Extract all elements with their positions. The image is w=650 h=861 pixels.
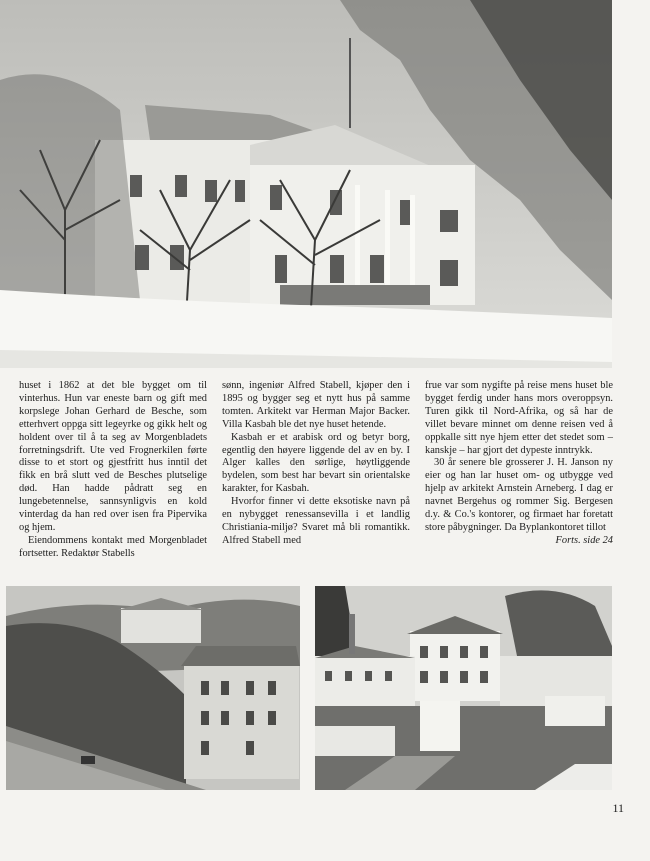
paragraph: 30 år senere ble grosserer J. H. Janson ny eier og han lar huset om- og utbygge ved hjelp av arkitekt Arnstein Arneberg. I dag er navnet Bergehus og rommer Sig. Bergesen d.y. & Co.'s kontorer, og firmaet har foretatt store påbygninger. Da Byplankontoret tillot [425, 457, 613, 533]
paragraph: Hvorfor finner vi dette eksotiske navn på en nybygget renessansevilla i et landlig Christiania-miljø? Svaret må bli romantikk. Alfred Stabell med [222, 496, 410, 546]
page-number: 11 [612, 801, 624, 815]
paragraph: frue var som nygifte på reise mens huset ble bygget ferdig under hans mors overoppsyn. Turen gikk til Nord-Afrika, og så har de villet bevare minnet om denne reisen ved å oppkalle sitt nye hjem etter det stedet som – kanskje – har gjort det dypeste inntrykk. [425, 380, 613, 456]
continuation-note: Forts. side 24 [555, 534, 613, 546]
bergehus-complex-photo [315, 586, 612, 790]
article-column-2 [222, 380, 410, 548]
paragraph: huset i 1862 at det ble bygget om til vinterhus. Hun var eneste barn og gift med korpslege Johan Gerhard de Besche, som etterhvert oppga sitt legeyrke og gikk helt og holdent over til å ta seg av Morgenbladets forretningsdrift. Ute ved Frognerkilen førte disse to et stort og gjestfritt hus inntil det fikk en brå slutt ved de Besches plutselige død. Han hadde pådratt seg en lungebetennelse, sannsynligvis en kold vinterdag da han red over isen fra Pipervika og hjem. [19, 380, 207, 533]
paragraph: Kasbah er et arabisk ord og betyr borg, egentlig den høyere liggende del av en by. I Alger kalles den sørlige, høytliggende bydelen, som best har bevart sin orientalske karakter, for Kasbah. [222, 431, 410, 495]
villa-road-photo [6, 586, 300, 790]
paragraph: sønn, ingeniør Alfred Stabell, kjøper den i 1895 og bygger seg et nytt hus på samme tomten. Arkitekt var Herman Major Backer. Villa Kasbah ble det nye huset hetende. [222, 380, 410, 430]
villa-winter-photo [0, 0, 612, 368]
article-column-3 [425, 380, 613, 548]
paragraph: Eiendommens kontakt med Morgenbladet fortsetter. Redaktør Stabells [19, 534, 207, 559]
article-column-1 [19, 380, 207, 561]
